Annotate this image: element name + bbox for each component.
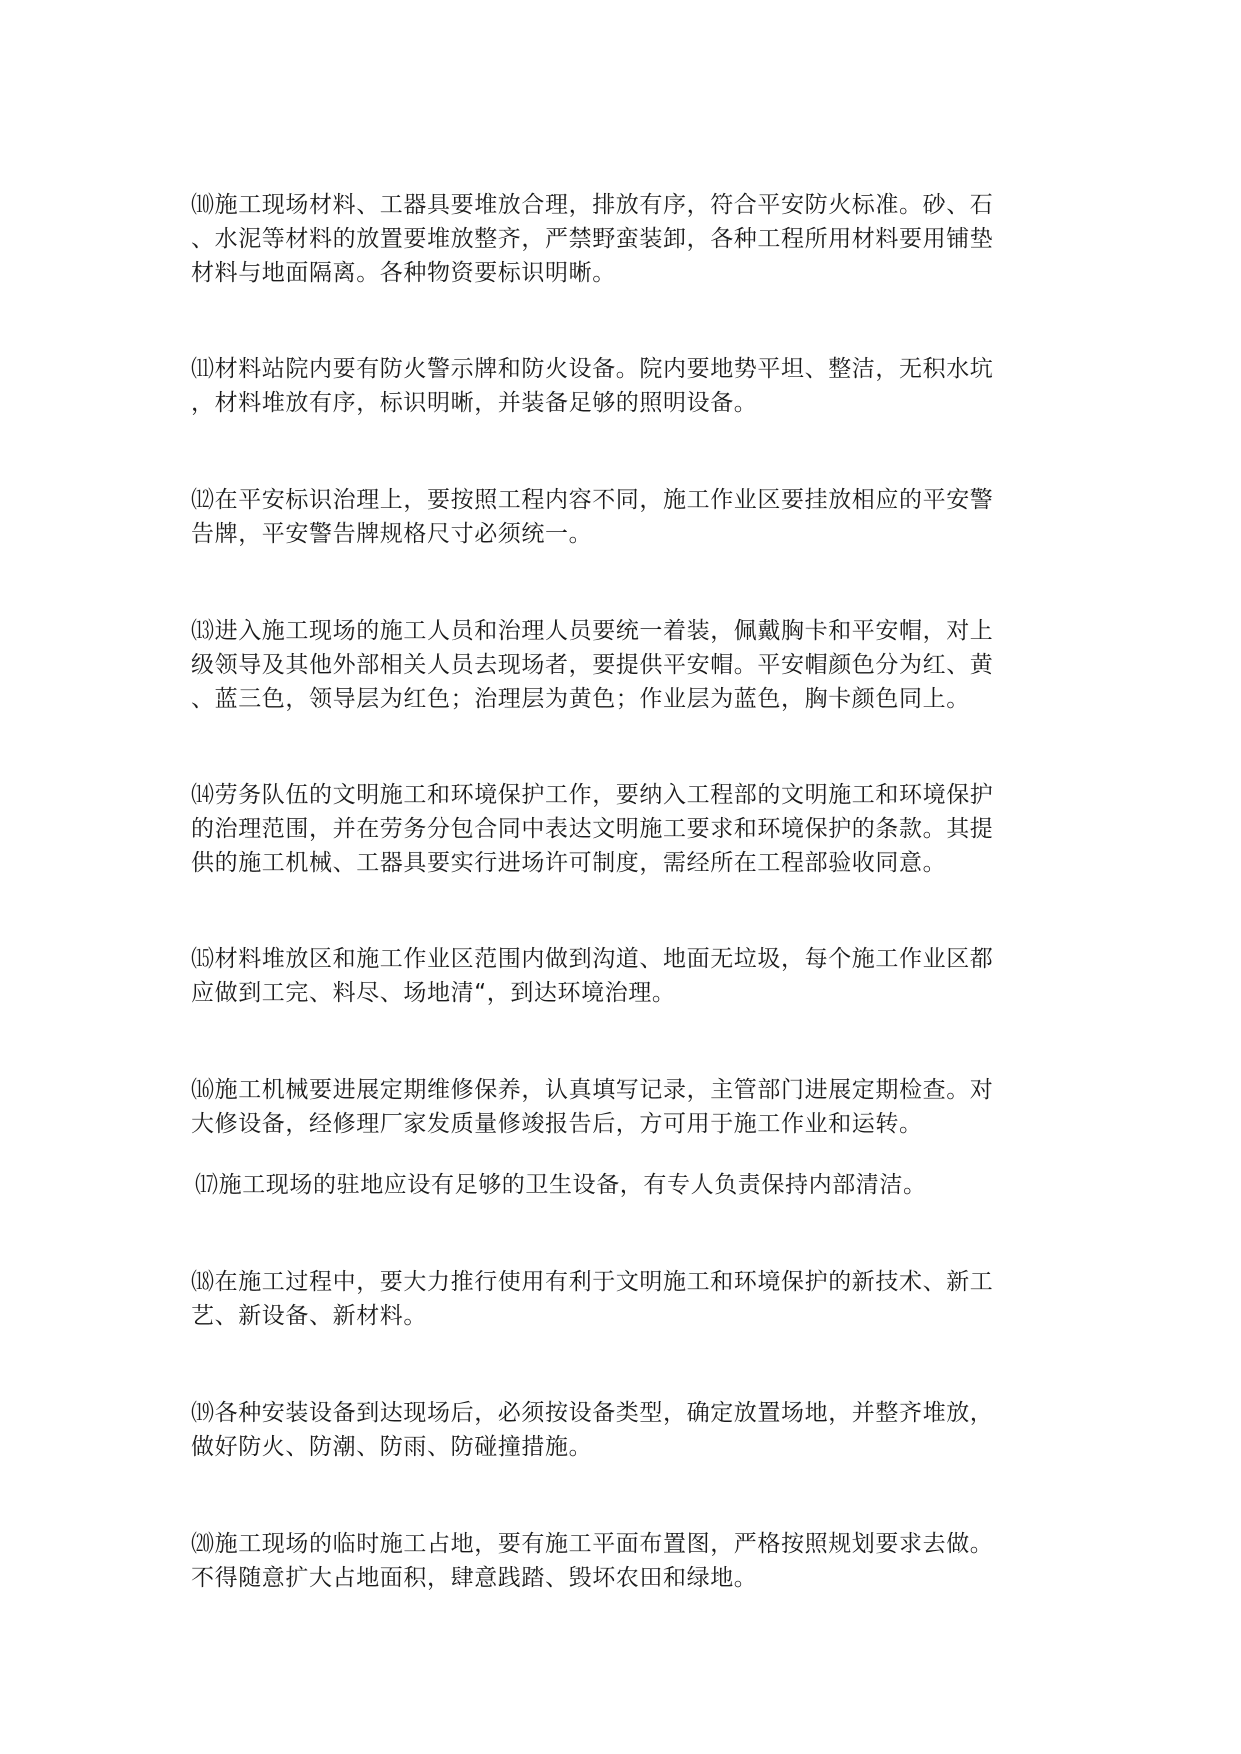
paragraph-line: ⑽施工现场材料、工器具要堆放合理，排放有序，符合平安防火标准。砂、石 (191, 192, 994, 218)
paragraph-13 (191, 614, 1051, 716)
paragraph-line: 做好防火、防潮、防雨、防碰撞措施。 (191, 1434, 593, 1460)
paragraph-line: 供的施工机械、工器具要实行进场许可制度，需经所在工程部验收同意。 (191, 850, 947, 876)
paragraph-line: 大修设备，经修理厂家发质量修竣报告后，方可用于施工作业和运转。 (191, 1111, 923, 1137)
paragraph-line: 不得随意扩大占地面积，肆意践踏、毁坏农田和绿地。 (191, 1565, 758, 1591)
paragraph-12 (191, 483, 1051, 551)
paragraph-line: ⒆各种安装设备到达现场后，必须按设备类型，确定放置场地，并整齐堆放， (191, 1400, 994, 1426)
paragraph-line: ⒄施工现场的驻地应设有足够的卫生设备，有专人负责保持内部清洁。 (195, 1172, 927, 1198)
paragraph-18 (191, 1265, 1051, 1333)
paragraph-line: ，材料堆放有序，标识明晰，并装备足够的照明设备。 (191, 390, 758, 416)
paragraph-line: 的治理范围，并在劳务分包合同中表达文明施工要求和环境保护的条款。其提 (191, 816, 994, 842)
paragraph-line: ⒀进入施工现场的施工人员和治理人员要统一着装，佩戴胸卡和平安帽，对上 (191, 618, 994, 644)
paragraph-line: 艺、新设备、新材料。 (191, 1303, 427, 1329)
paragraph-11 (191, 352, 1051, 420)
paragraph-10 (191, 188, 1051, 290)
paragraph-14 (191, 778, 1051, 880)
paragraph-line: 应做到工完、料尽、场地清“，到达环境治理。 (191, 980, 676, 1006)
paragraph-line: 材料与地面隔离。各种物资要标识明晰。 (191, 260, 616, 286)
paragraph-line: ⒅在施工过程中，要大力推行使用有利于文明施工和环境保护的新技术、新工 (191, 1269, 994, 1295)
paragraph-line: ⑾材料站院内要有防火警示牌和防火设备。院内要地势平坦、整洁，无积水坑 (191, 356, 994, 382)
paragraph-line: ⒂材料堆放区和施工作业区范围内做到沟道、地面无垃圾，每个施工作业区都 (191, 946, 994, 972)
paragraph-15 (191, 942, 1051, 1010)
paragraph-line: 级领导及其他外部相关人员去现场者，要提供平安帽。平安帽颜色分为红、黄 (191, 652, 994, 678)
paragraph-17 (195, 1168, 1055, 1202)
paragraph-line: 、蓝三色，领导层为红色；治理层为黄色；作业层为蓝色，胸卡颜色同上。 (191, 686, 970, 712)
paragraph-16 (191, 1073, 1051, 1141)
paragraph-line: ⒃施工机械要进展定期维修保养，认真填写记录，主管部门进展定期检查。对 (191, 1077, 994, 1103)
paragraph-line: 告牌，平安警告牌规格尺寸必须统一。 (191, 521, 593, 547)
paragraph-line: ⑿在平安标识治理上，要按照工程内容不同，施工作业区要挂放相应的平安警 (191, 487, 994, 513)
paragraph-line: ⒁劳务队伍的文明施工和环境保护工作，要纳入工程部的文明施工和环境保护 (191, 782, 994, 808)
paragraph-20 (191, 1527, 1051, 1595)
paragraph-line: 、水泥等材料的放置要堆放整齐，严禁野蛮装卸，各种工程所用材料要用铺垫 (191, 226, 994, 252)
paragraph-line: ⒇施工现场的临时施工占地，要有施工平面布置图，严格按照规划要求去做。 (191, 1531, 994, 1557)
paragraph-19 (191, 1396, 1051, 1464)
